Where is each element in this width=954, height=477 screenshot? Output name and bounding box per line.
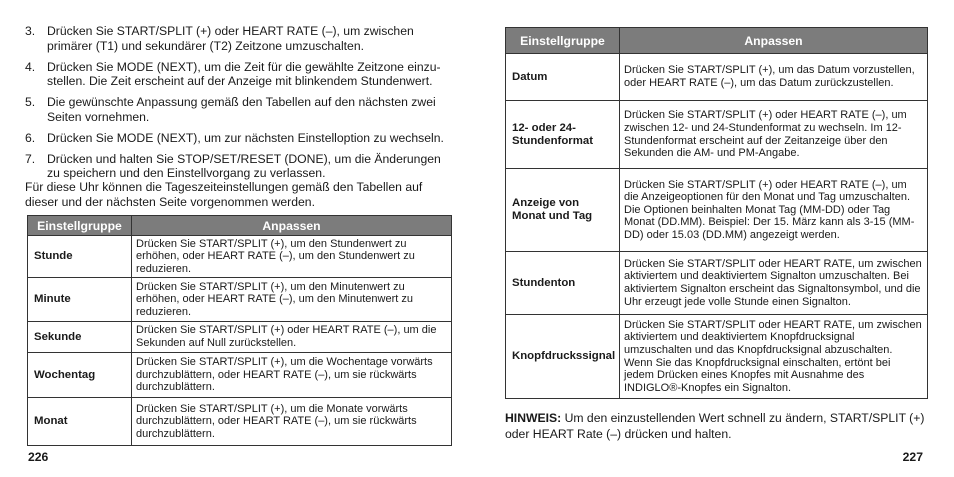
- setting-group: Monat: [28, 398, 132, 446]
- step-number: 7.: [25, 151, 36, 166]
- table-row: [28, 353, 452, 398]
- table-row: [506, 252, 928, 315]
- setting-group: 12- oder 24-Stundenformat: [506, 101, 620, 169]
- setting-group: Stundenton: [506, 252, 620, 315]
- setting-description: Drücken Sie START/SPLIT (+) oder HEART RATE (–), um zwischen 12- und 24-Stundenformat zu wechseln. Im 12-Stundenformat erscheint auf der Zeitanzeige über den Sekunden die AM- und PM-Angabe.: [620, 101, 928, 169]
- table-row: [506, 169, 928, 252]
- table-header-row: [28, 216, 452, 236]
- step-text: Drücken Sie MODE (NEXT), um die Zeit für die gewählte Zeitzone einzu-stellen. Die Zeit erscheint auf der Anzeige mit blinkendem Stundenwert.: [47, 59, 441, 89]
- settings-table-right: [505, 27, 928, 399]
- table-header-row: [506, 28, 928, 54]
- setting-group: Minute: [28, 278, 132, 322]
- step-text: Drücken Sie MODE (NEXT), um zur nächsten Einstelloption zu wechseln.: [47, 130, 444, 145]
- setting-description: Drücken Sie START/SPLIT (+) oder HEART RATE (–), um die Anzeigeoptionen für den Monat und Tag umzuschalten. Die Optionen beinhalten Monat Tag (MM-DD) oder Tag Monat (DD.MM). Beispiel: Der 15. März kann als 3-15 (MM-DD) oder 15.03 (DD.MM) angezeigt werden.: [620, 169, 928, 252]
- step-number: 6.: [25, 130, 36, 145]
- setting-description: Drücken Sie START/SPLIT (+), um den Minutenwert zu erhöhen, oder HEART RATE (–), um den Minutenwert zu reduzieren.: [132, 278, 452, 322]
- setting-description: Drücken Sie START/SPLIT (+), um das Datum vorzustellen, oder HEART RATE (–), um das Datum zurückzustellen.: [620, 54, 928, 101]
- setting-group: Datum: [506, 54, 620, 101]
- header-anpassen: Anpassen: [620, 28, 928, 54]
- steps-list: [25, 24, 455, 187]
- step-text: Drücken Sie START/SPLIT (+) oder HEART RATE (–), um zwischen primärer (T1) und sekundärer (T2) Zeitzone umzuschalten.: [47, 24, 414, 53]
- note-label: HINWEIS:: [505, 411, 562, 425]
- note-paragraph: [505, 410, 925, 442]
- setting-description: Drücken Sie START/SPLIT (+) oder HEART RATE (–), um die Sekunden auf Null zurückstellen.: [132, 322, 452, 353]
- setting-description: Drücken Sie START/SPLIT (+), um die Monate vorwärts durchzublättern, oder HEART RATE (–), um sie rückwärts durchzublättern.: [132, 398, 452, 446]
- setting-description: Drücken Sie START/SPLIT oder HEART RATE, um zwischen aktiviertem und deaktiviertem Knopfdrucksignal umzuschalten und das Knopfdrucksignal abzuschalten. Wenn Sie das Knopfdrucksignal einschalten, ertönt bei jedem Drücken eines Knopfes mit Ausnahme des INDIGLO®-Knopfes ein Signalton.: [620, 315, 928, 399]
- table-row: [506, 54, 928, 101]
- setting-group: Knopfdruckssignal: [506, 315, 620, 399]
- setting-group: Wochentag: [28, 353, 132, 398]
- step-text: Drücken und halten Sie STOP/SET/RESET (DONE), um die Änderungen zu speichern und den Einstellvorgang zu verlassen.: [47, 151, 441, 181]
- step-item: [25, 131, 455, 146]
- intro-paragraph: Für diese Uhr können die Tageszeiteinstellungen gemäß den Tabellen auf dieser und der nächsten Seite vorgenommen werden.: [25, 180, 423, 209]
- setting-description: Drücken Sie START/SPLIT (+), um die Wochentage vorwärts durchzublättern, oder HEART RATE (–), um sie rückwärts durchzublättern.: [132, 353, 452, 398]
- note-text: Um den einzustellenden Wert schnell zu ändern, START/SPLIT (+) oder HEART Rate (–) drücken und halten.: [505, 411, 925, 441]
- setting-group: Anzeige von Monat und Tag: [506, 169, 620, 252]
- step-item: [25, 24, 455, 53]
- page-number: 226: [28, 450, 49, 464]
- step-number: 3.: [25, 24, 36, 38]
- step-item: [25, 95, 455, 124]
- header-einstellgruppe: Einstellgruppe: [28, 216, 132, 236]
- setting-group: Stunde: [28, 236, 132, 278]
- table-row: [506, 101, 928, 169]
- settings-table-left: [27, 215, 452, 446]
- page-number: 227: [902, 450, 923, 464]
- table-row: [28, 236, 452, 278]
- setting-description: Drücken Sie START/SPLIT (+), um den Stundenwert zu erhöhen, oder HEART RATE (–), um den Stundenwert zu reduzieren.: [132, 236, 452, 278]
- table-row: [28, 278, 452, 322]
- header-einstellgruppe: Einstellgruppe: [506, 28, 620, 54]
- table-row: [506, 315, 928, 399]
- table-row: [28, 322, 452, 353]
- step-item: [25, 152, 455, 181]
- step-text: Die gewünschte Anpassung gemäß den Tabellen auf den nächsten zwei Seiten vornehmen.: [47, 95, 436, 124]
- table-row: [28, 398, 452, 446]
- step-number: 4.: [25, 59, 36, 74]
- header-anpassen: Anpassen: [132, 216, 452, 236]
- setting-description: Drücken Sie START/SPLIT oder HEART RATE, um zwischen aktiviertem und deaktiviertem Signalton umzuschalten. Bei aktiviertem Signalton erscheint das Signaltonsymbol, und die Uhr erzeugt jede volle Stunde einen Signalton.: [620, 252, 928, 315]
- step-number: 5.: [25, 95, 36, 110]
- setting-group: Sekunde: [28, 322, 132, 353]
- step-item: [25, 60, 455, 89]
